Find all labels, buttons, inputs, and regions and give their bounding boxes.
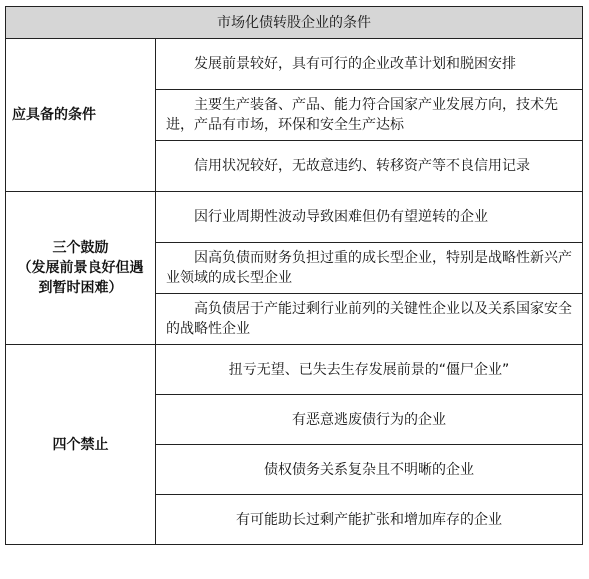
table-row bbox=[6, 192, 583, 243]
condition-item: 发展前景较好，具有可行的企业改革计划和脱困安排 bbox=[156, 39, 583, 90]
condition-item: 主要生产装备、产品、能力符合国家产业发展方向，技术先进，产品有市场，环保和安全生产达标 bbox=[156, 90, 583, 141]
table-title-row bbox=[6, 7, 583, 39]
encouraged-item: 高负债居于产能过剩行业前列的关键性企业以及关系国家安全的战略性企业 bbox=[156, 294, 583, 345]
category-required-conditions bbox=[6, 39, 156, 192]
category-three-encouragements bbox=[6, 192, 156, 345]
category-label: 三个鼓励 bbox=[52, 240, 109, 256]
conditions-table bbox=[5, 6, 583, 545]
encouraged-item: 因行业周期性波动导致困难但仍有望逆转的企业 bbox=[156, 192, 583, 243]
prohibited-item: 债权债务关系复杂且不明晰的企业 bbox=[156, 445, 583, 495]
category-label: 四个禁止 bbox=[52, 436, 109, 453]
condition-item: 信用状况较好，无故意违约、转移资产等不良信用记录 bbox=[156, 141, 583, 192]
table-row bbox=[6, 345, 583, 395]
conditions-table-container bbox=[5, 6, 582, 573]
prohibited-item: 有恶意逃废债行为的企业 bbox=[156, 395, 583, 445]
category-four-prohibitions bbox=[6, 345, 156, 545]
table-row bbox=[6, 39, 583, 90]
prohibited-item: 有可能助长过剩产能扩张和增加库存的企业 bbox=[156, 495, 583, 545]
encouraged-item: 因高负债而财务负担过重的成长型企业，特别是战略性新兴产业领域的成长型企业 bbox=[156, 243, 583, 294]
table-title: 市场化债转股企业的条件 bbox=[6, 7, 583, 39]
prohibited-item: 扭亏无望、已失去生存发展前景的“僵尸企业” bbox=[156, 345, 583, 395]
category-label: 应具备的条件 bbox=[12, 107, 96, 123]
category-sublabel: （发展前景良好但遇到暂时困难） bbox=[17, 260, 144, 296]
